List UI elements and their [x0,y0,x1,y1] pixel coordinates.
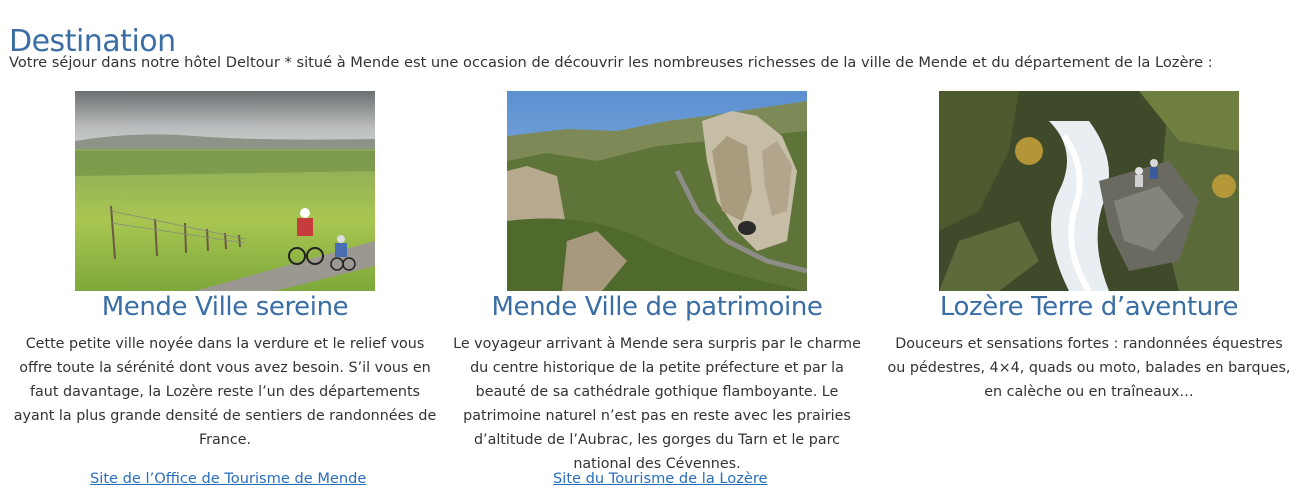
card-description: Douceurs et sensations fortes : randonnées équestres ou pédestres, 4×4, quads ou moto, balades en barques, en calèche ou en traîneaux… [887,336,1291,400]
intro-text: Votre séjour dans notre hôtel Deltour * situé à Mende est une occasion de découvrir les nombreuses richesses de la ville de Mende et du département de la Lozère : [9,54,1213,71]
page-title: Destination [9,24,176,60]
card-heading: Mende Ville de patrimoine [491,292,823,322]
card-heading: Lozère Terre d’aventure [939,292,1239,322]
cyclists-meadow-photo [75,91,375,291]
lozere-tourism-link[interactable]: Site du Tourisme de la Lozère [553,470,768,487]
mende-tourism-office-link[interactable]: Site de l’Office de Tourisme de Mende [90,470,367,487]
card-heading: Mende Ville sereine [101,292,349,322]
destination-card-mende-sereine [9,91,441,452]
card-description: Cette petite ville noyée dans la verdure et le relief vous offre toute la sérénité dont vous avez besoin. S’il vous en faut davantage, la Lozère reste l’un des départements ayant la plus grande densité de sentiers de randonnées de France. [13,336,437,448]
waterfall-canyoning-photo [939,91,1239,291]
destination-card-lozere-aventure [873,91,1298,404]
gorges-cliffs-photo [507,91,807,291]
card-description: Le voyageur arrivant à Mende sera surpris par le charme du centre historique de la petite préfecture et par la beauté de sa cathédrale gothique flamboyante. Le patrimoine naturel n’est pas en reste avec les prairies d’altitude de l’Aubrac, les gorges du Tarn et le parc national des Cévennes. [453,336,861,472]
destination-card-mende-patrimoine [441,91,873,476]
